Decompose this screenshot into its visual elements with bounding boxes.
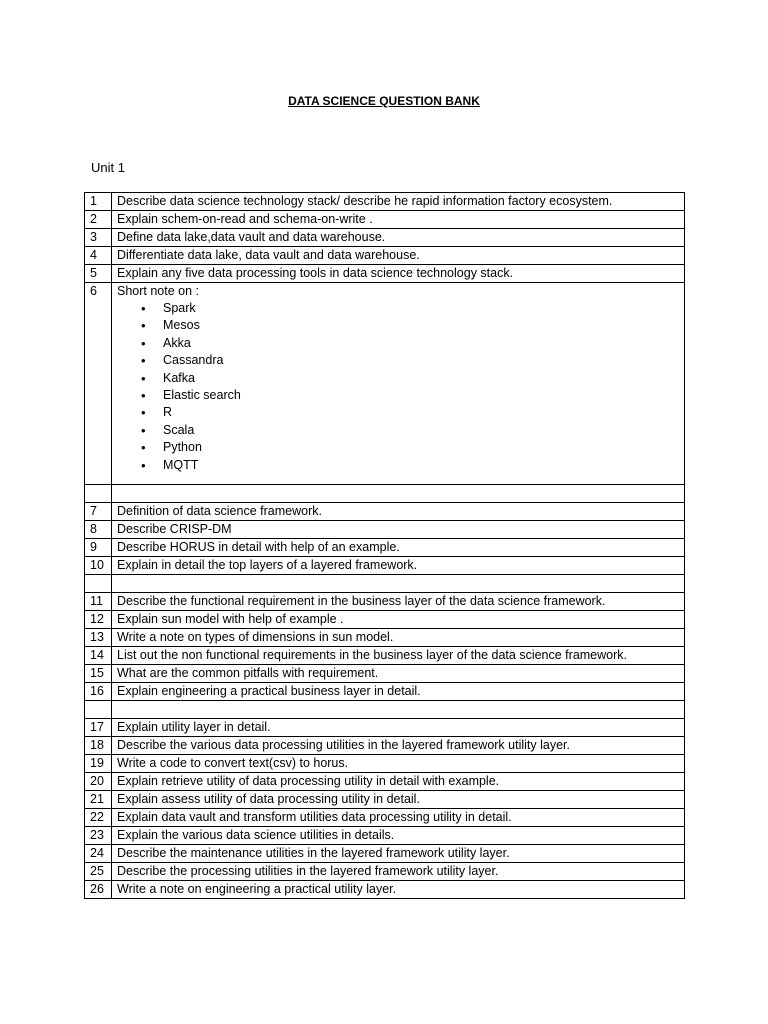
table-row	[85, 611, 685, 629]
list-item: • Cassandra	[141, 352, 679, 369]
table-row	[85, 809, 685, 827]
question-number: 19	[85, 755, 112, 773]
question-text: Explain the various data science utilities in details.	[112, 827, 685, 845]
question-text: Write a code to convert text(csv) to horus.	[112, 755, 685, 773]
unit-heading: Unit 1	[91, 160, 125, 175]
question-number: 13	[85, 629, 112, 647]
question-number: 17	[85, 719, 112, 737]
empty-row	[85, 575, 685, 593]
list-item: • R	[141, 404, 679, 421]
empty-cell	[112, 701, 685, 719]
list-item: • Python	[141, 439, 679, 456]
table-row	[85, 827, 685, 845]
question-cell-short-note	[112, 283, 685, 485]
question-number: 10	[85, 557, 112, 575]
table-row	[85, 773, 685, 791]
question-number: 4	[85, 247, 112, 265]
table-row	[85, 211, 685, 229]
question-number: 21	[85, 791, 112, 809]
question-text: List out the non functional requirements in the business layer of the data science framework.	[112, 647, 685, 665]
question-text: Write a note on engineering a practical utility layer.	[112, 881, 685, 899]
question-text: Explain assess utility of data processing utility in detail.	[112, 791, 685, 809]
list-item: • Kafka	[141, 370, 679, 387]
question-text: Explain data vault and transform utilities data processing utility in detail.	[112, 809, 685, 827]
question-number: 24	[85, 845, 112, 863]
question-number: 16	[85, 683, 112, 701]
empty-cell	[85, 575, 112, 593]
question-text: Define data lake,data vault and data warehouse.	[112, 229, 685, 247]
question-text: Write a note on types of dimensions in sun model.	[112, 629, 685, 647]
table-row	[85, 193, 685, 211]
question-text: Describe HORUS in detail with help of an example.	[112, 539, 685, 557]
question-number: 1	[85, 193, 112, 211]
question-number: 9	[85, 539, 112, 557]
question-number: 7	[85, 503, 112, 521]
question-table	[84, 192, 685, 899]
list-item: • Spark	[141, 300, 679, 317]
question-text: Explain in detail the top layers of a layered framework.	[112, 557, 685, 575]
question-text: Describe the various data processing utilities in the layered framework utility layer.	[112, 737, 685, 755]
list-item: • Mesos	[141, 317, 679, 334]
table-row	[85, 265, 685, 283]
table-row	[85, 629, 685, 647]
list-item: • Elastic search	[141, 387, 679, 404]
table-row	[85, 791, 685, 809]
question-number: 18	[85, 737, 112, 755]
question-text: Describe data science technology stack/ describe he rapid information factory ecosystem.	[112, 193, 685, 211]
question-number: 22	[85, 809, 112, 827]
table-row	[85, 503, 685, 521]
question-number: 5	[85, 265, 112, 283]
table-row	[85, 647, 685, 665]
question-number: 2	[85, 211, 112, 229]
table-row	[85, 683, 685, 701]
empty-row	[85, 485, 685, 503]
list-item: • Akka	[141, 335, 679, 352]
table-row	[85, 665, 685, 683]
table-row	[85, 863, 685, 881]
table-row	[85, 737, 685, 755]
question-number: 25	[85, 863, 112, 881]
empty-cell	[112, 485, 685, 503]
question-number: 26	[85, 881, 112, 899]
bullet-list	[117, 300, 679, 484]
question-number: 20	[85, 773, 112, 791]
question-text: Definition of data science framework.	[112, 503, 685, 521]
table-row	[85, 719, 685, 737]
question-text: Describe the maintenance utilities in the layered framework utility layer.	[112, 845, 685, 863]
question-number: 6	[85, 283, 112, 485]
empty-cell	[85, 485, 112, 503]
question-text: Short note on :	[117, 284, 200, 298]
question-text: Explain sun model with help of example .	[112, 611, 685, 629]
question-text: Differentiate data lake, data vault and data warehouse.	[112, 247, 685, 265]
table-row	[85, 283, 685, 485]
table-row	[85, 593, 685, 611]
question-text: Explain utility layer in detail.	[112, 719, 685, 737]
question-number: 12	[85, 611, 112, 629]
empty-cell	[85, 701, 112, 719]
document-title: DATA SCIENCE QUESTION BANK	[288, 94, 480, 108]
question-text: Describe the functional requirement in the business layer of the data science framework.	[112, 593, 685, 611]
question-text: Explain retrieve utility of data processing utility in detail with example.	[112, 773, 685, 791]
question-number: 15	[85, 665, 112, 683]
list-item: • MQTT	[141, 457, 679, 474]
table-row	[85, 229, 685, 247]
table-row	[85, 521, 685, 539]
empty-row	[85, 701, 685, 719]
list-item: • Scala	[141, 422, 679, 439]
question-text: Describe the processing utilities in the layered framework utility layer.	[112, 863, 685, 881]
table-row	[85, 557, 685, 575]
empty-cell	[112, 575, 685, 593]
question-text: Explain engineering a practical business layer in detail.	[112, 683, 685, 701]
question-text: What are the common pitfalls with requirement.	[112, 665, 685, 683]
question-text: Explain any five data processing tools in data science technology stack.	[112, 265, 685, 283]
table-row	[85, 247, 685, 265]
question-number: 3	[85, 229, 112, 247]
table-row	[85, 845, 685, 863]
question-text: Describe CRISP-DM	[112, 521, 685, 539]
table-row	[85, 539, 685, 557]
question-number: 23	[85, 827, 112, 845]
table-row	[85, 881, 685, 899]
question-number: 11	[85, 593, 112, 611]
question-text: Explain schem-on-read and schema-on-write .	[112, 211, 685, 229]
question-number: 8	[85, 521, 112, 539]
table-row	[85, 755, 685, 773]
question-number: 14	[85, 647, 112, 665]
